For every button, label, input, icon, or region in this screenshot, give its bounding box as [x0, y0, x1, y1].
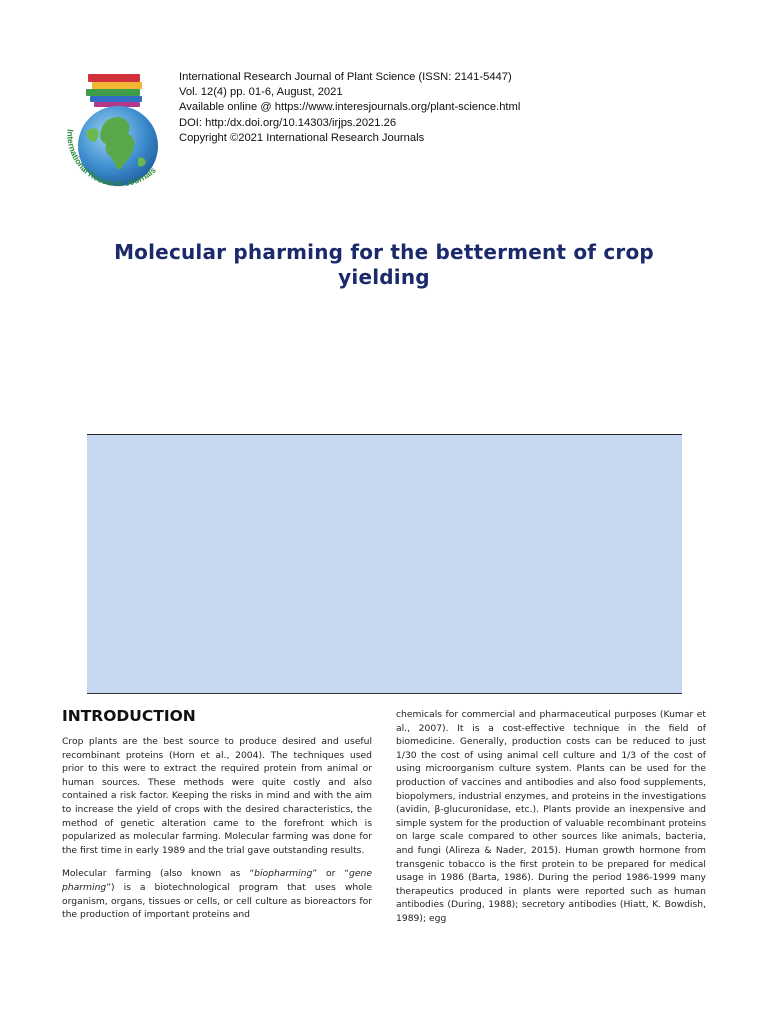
journal-line: Vol. 12(4) pp. 01-6, August, 2021 — [179, 86, 343, 99]
article-title: Molecular pharming for the betterment of crop yielding — [114, 240, 654, 289]
journal-line: DOI: http:/dx.doi.org/10.14303/irjps.2021.26 — [179, 116, 397, 129]
journal-line: Available online @ https://www.interesjournals.org/plant-science.html — [179, 101, 521, 114]
journal-line: International Research Journal of Plant Science (ISSN: 2141-5447) — [179, 71, 512, 83]
section-heading: INTRODUCTION — [62, 707, 196, 725]
paragraph: Crop plants are the best source to produce desired and useful recombinant proteins (Horn et al., 2004). The techniques used prior to this were to extract the required protein from animal or human sources. These methods were quite costly and also contained a risk factor. Keeping the risks in mind and with the aim to increase the yield of crops with the desired characteristics, the method of genetic alteration came to the forefront which is popularized as molecular farming. Molecular farming was done for the first time in early 1989 and the trial gave outstanding results. — [62, 736, 372, 856]
right-column — [396, 708, 706, 936]
logo-text: International Research Journals — [65, 128, 158, 189]
journal-logo — [58, 68, 180, 196]
abstract-box — [87, 435, 682, 694]
books-icon — [86, 74, 142, 107]
journal-info — [179, 70, 520, 146]
journal-line: Copyright ©2021 International Research Journals — [179, 131, 425, 144]
left-column — [62, 705, 372, 932]
paragraph: Molecular farming (also known as “biopharming” or “gene pharming”) is a biotechnological program that uses whole organism, organs, tissues or cells, or cell culture as bioreactors for the production of important proteins and — [62, 868, 372, 921]
paragraph: chemicals for commercial and pharmaceutical purposes (Kumar et al., 2007). It is a cost-effective technique in the field of biomedicine. Generally, production costs can be reduced to just 1/30 the cost of using animal cell culture and 1/3 of the cost of using microorganism culture system. Plants can be used for the production of vaccines and antibodies and also food supplements, biopolymers, industrial enzymes, and proteins in the investigations (avidin, β-glucuronidase, etc.). Plants provide an inexpensive and simple system for the production of valuable recombinant proteins on large scale compared to other sources like animals, bacteria, and fungi (Alireza & Nader, 2015). Human growth hormone from transgenic tobacco is the first protein to be prepared for medical usage in 1986 (Barta, 1986). During the period 1986-1999 many therapeutics produced in plants were reported such as human antibodies (During, 1988); secretory antibodies (Hiatt, K. Bowdish, 1989); egg — [396, 709, 706, 924]
